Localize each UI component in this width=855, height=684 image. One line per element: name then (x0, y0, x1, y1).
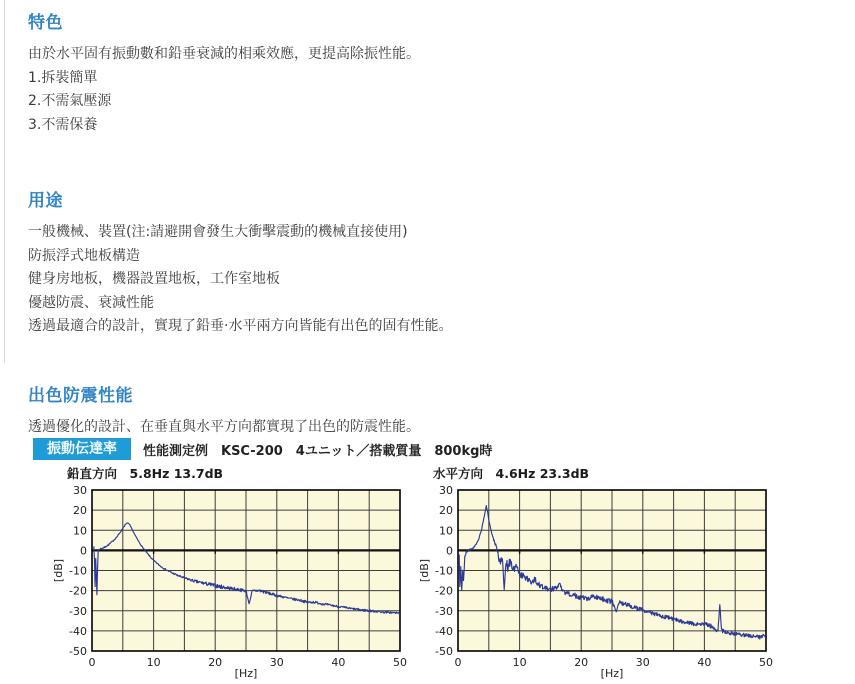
features-intro: 由於水平固有振動數和鉛垂衰減的相乘效應，更提高除振性能。 (28, 46, 420, 62)
svg-text:30: 30 (439, 484, 453, 497)
svg-text:30: 30 (269, 656, 284, 669)
section-performance (28, 381, 420, 440)
svg-text:0: 0 (88, 656, 96, 669)
uses-line-4: 優越防震、衰減性能 (28, 294, 154, 311)
svg-text:10: 10 (512, 656, 527, 669)
svg-text:-30: -30 (435, 604, 453, 618)
features-item-3: 3.不需保養 (28, 116, 98, 133)
svg-text:-10: -10 (435, 564, 453, 578)
svg-text:0: 0 (454, 656, 462, 669)
svg-text:-50: -50 (435, 645, 453, 658)
features-item-1: 1.拆裝簡單 (28, 69, 98, 86)
features-item-2: 2.不需氣壓源 (28, 93, 112, 109)
svg-text:20: 20 (208, 656, 223, 669)
svg-text:50: 50 (393, 656, 407, 669)
svg-text:-40: -40 (69, 624, 87, 638)
svg-text:0: 0 (80, 544, 87, 558)
transmissibility-row (33, 438, 492, 460)
performance-intro: 透過優化的設計、在垂直與水平方向都實現了出色的防震性能。 (28, 419, 420, 435)
chart-horizontal-direction (416, 462, 786, 684)
uses-heading: 用途 (28, 191, 63, 211)
svg-text:[Hz]: [Hz] (600, 667, 624, 680)
svg-text:-50: -50 (69, 645, 87, 658)
chart-canvas-vertical (50, 462, 420, 684)
measurement-conditions: 性能測定例 KSC-200 4ユニット／搭載質量 800kg時 (143, 443, 493, 459)
svg-text:[Hz]: [Hz] (234, 667, 258, 680)
svg-text:40: 40 (331, 656, 346, 669)
section-uses (28, 186, 452, 339)
svg-text:10: 10 (73, 524, 87, 538)
performance-heading: 出色防震性能 (28, 386, 133, 406)
chart-title-vertical: 鉛直方向 5.8Hz 13.7dB (67, 466, 224, 481)
uses-line-1: 一般機械、裝置(注:請避開會發生大衝擊震動的機械直接使用) (28, 224, 408, 240)
svg-text:[dB]: [dB] (418, 558, 431, 583)
svg-text:-20: -20 (69, 584, 87, 598)
svg-text:10: 10 (146, 656, 161, 669)
svg-text:0: 0 (446, 544, 453, 558)
chart-canvas-horizontal (416, 462, 786, 684)
svg-text:30: 30 (73, 484, 87, 497)
uses-line-2: 防振浮式地板構造 (28, 247, 140, 264)
uses-line-5: 透過最適合的設計，實現了鉛垂·水平兩方向皆能有出色的固有性能。 (28, 318, 453, 334)
svg-text:20: 20 (73, 504, 87, 518)
features-heading: 特色 (28, 13, 63, 33)
uses-line-3: 健身房地板，機器設置地板，工作室地板 (28, 271, 280, 287)
svg-text:20: 20 (439, 504, 453, 518)
svg-text:-20: -20 (435, 584, 453, 598)
left-border-line (4, 0, 5, 363)
svg-text:50: 50 (759, 656, 773, 669)
svg-text:20: 20 (574, 656, 589, 669)
svg-text:30: 30 (635, 656, 650, 669)
svg-text:-30: -30 (69, 604, 87, 618)
transmissibility-badge: 振動伝達率 (33, 438, 131, 460)
svg-text:[dB]: [dB] (52, 558, 65, 583)
svg-text:40: 40 (697, 656, 712, 669)
chart-vertical-direction (50, 462, 420, 684)
svg-text:-10: -10 (69, 564, 87, 578)
chart-title-horizontal: 水平方向 4.6Hz 23.3dB (433, 466, 590, 481)
section-features (28, 8, 420, 137)
svg-text:-40: -40 (435, 624, 453, 638)
svg-text:10: 10 (439, 524, 453, 538)
